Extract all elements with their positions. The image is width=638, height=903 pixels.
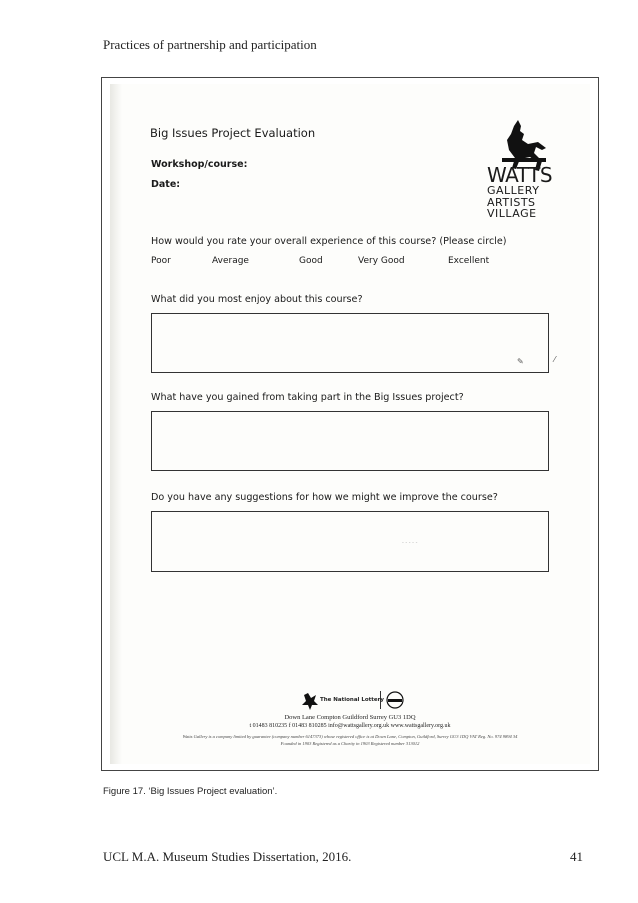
- answer-box-gained[interactable]: [151, 411, 549, 471]
- answer-box-suggestions[interactable]: [151, 511, 549, 572]
- logo-artists: ARTISTS: [487, 196, 536, 209]
- page-number: 41: [570, 849, 583, 864]
- rating-option[interactable]: Very Good: [358, 256, 405, 266]
- logo-village: VILLAGE: [487, 207, 537, 220]
- scan-mark: ✎: [517, 357, 524, 366]
- figure-caption: Figure 17. ‘Big Issues Project evaluation’.: [103, 786, 278, 797]
- page-footer: UCL M.A. Museum Studies Dissertation, 2016.: [103, 849, 352, 864]
- gallery-legal-2: Founded in 1903 Registered as a Charity in 1903 Registered number 313012: [280, 741, 420, 746]
- answer-box-enjoy[interactable]: [151, 313, 549, 373]
- lottery-name: The National Lottery: [320, 697, 384, 703]
- logo-gallery: GALLERY: [487, 184, 540, 197]
- question-enjoy: What did you most enjoy about this course?: [151, 294, 363, 305]
- scan-mark: - - - - -: [402, 540, 418, 546]
- question-gained: What have you gained from taking part in the Big Issues project?: [151, 392, 464, 403]
- rating-option[interactable]: Average: [212, 256, 249, 266]
- gallery-legal: Watts Gallery is a company limited by guarantee (company number 6147373) whose registered office is at Down Lane, Compton, Guildford, Surrey GU3 1DQ VAT Reg. No. 974 9894 34: [182, 734, 518, 739]
- scan-shadow: [110, 84, 122, 764]
- form-title: Big Issues Project Evaluation: [150, 126, 316, 140]
- question-rating: How would you rate your overall experience of this course? (Please circle): [151, 236, 507, 247]
- date-label: Date:: [151, 179, 181, 190]
- logo-watts: WATTS: [487, 163, 553, 187]
- gallery-address: Down Lane Compton Guildford Surrey GU3 1DQ: [284, 714, 416, 721]
- rating-option[interactable]: Good: [299, 256, 323, 266]
- rating-option[interactable]: Excellent: [448, 256, 490, 266]
- workshop-label: Workshop/course:: [151, 159, 248, 170]
- gallery-contact: t 01483 810235 f 01483 810285 info@wattsgallery.org.uk www.wattsgallery.org.uk: [249, 723, 451, 729]
- running-head: Practices of partnership and participation: [103, 37, 317, 52]
- figure-frame: [101, 77, 599, 771]
- question-suggestions: Do you have any suggestions for how we might we improve the course?: [151, 492, 498, 503]
- scan-mark: ⁄: [554, 355, 556, 364]
- rating-option[interactable]: Poor: [151, 256, 171, 266]
